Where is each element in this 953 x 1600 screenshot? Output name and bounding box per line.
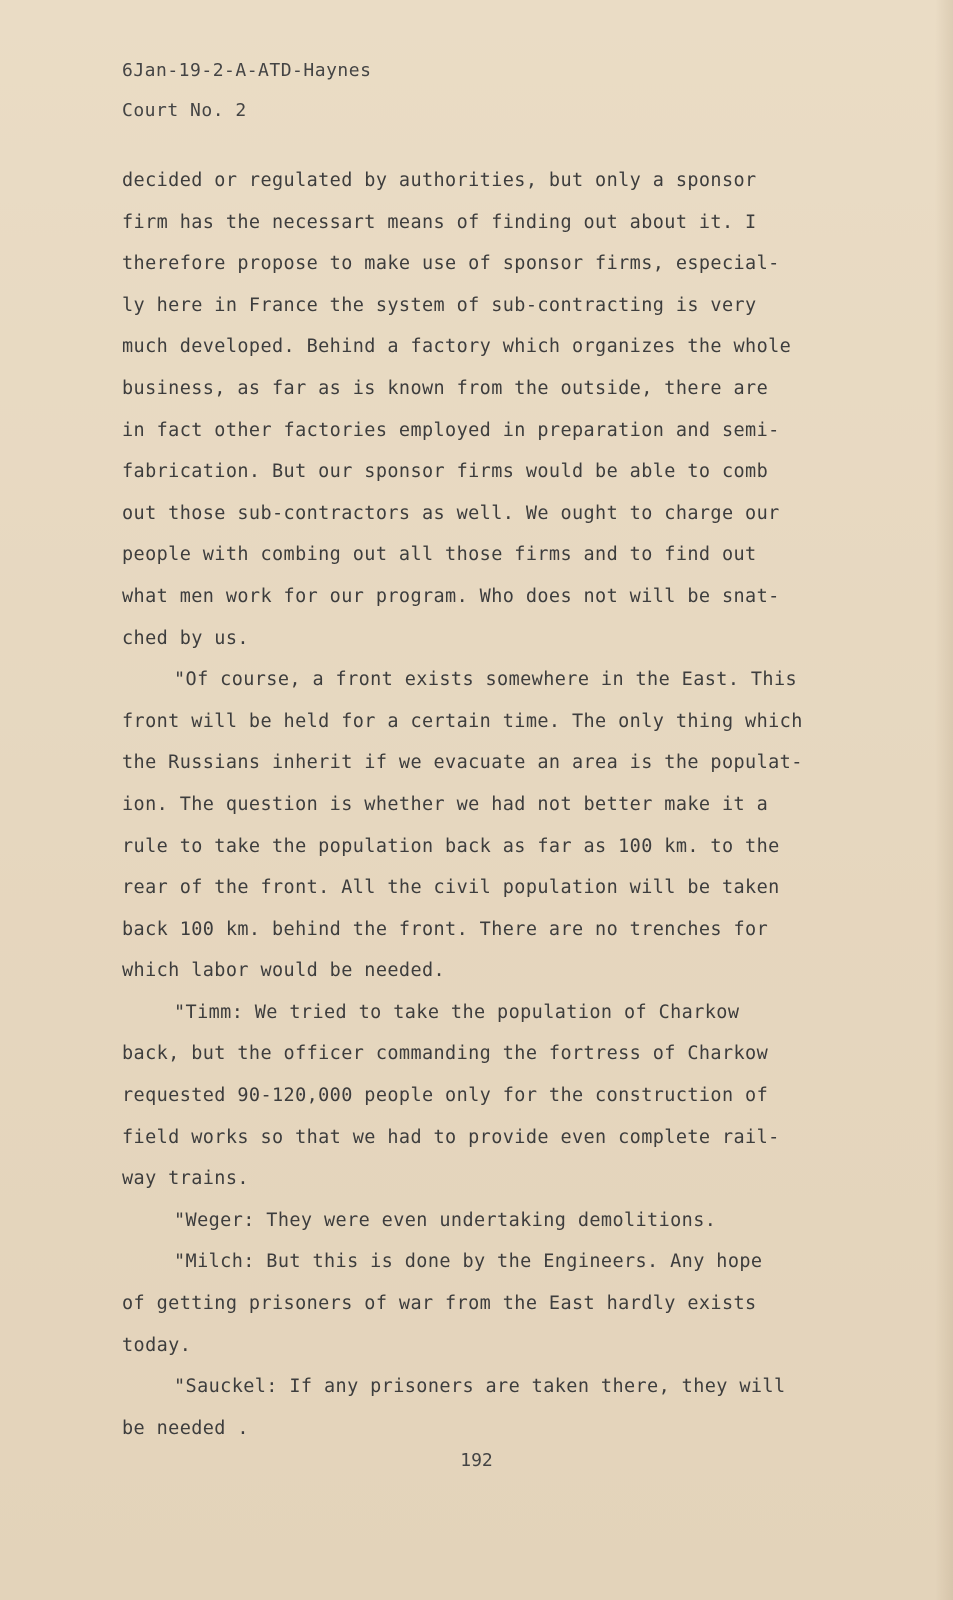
text-line: therefore propose to make use of sponsor firms, especial- xyxy=(122,253,780,275)
text-line: the Russians inherit if we evacuate an area is the populat- xyxy=(122,752,803,774)
page-number: 192 xyxy=(460,1450,493,1471)
text-line: front will be held for a certain time. The only thing which xyxy=(122,710,803,732)
text-line: back, but the officer commanding the fortress of Charkow xyxy=(122,1043,769,1065)
text-line: much developed. Behind a factory which organizes the whole xyxy=(122,336,792,358)
text-line: requested 90-120,000 people only for the construction of xyxy=(122,1085,769,1107)
text-line: firm has the necessart means of finding out about it. I xyxy=(122,211,757,233)
court-number: Court No. 2 xyxy=(122,100,247,121)
text-line: people with combing out all those firms and to find out xyxy=(122,544,757,566)
text-line: which labor would be needed. xyxy=(122,960,446,982)
text-line: back 100 km. behind the front. There are no trenches for xyxy=(122,918,769,940)
text-line: what men work for our program. Who does not will be snat- xyxy=(122,585,780,607)
text-line: ly here in France the system of sub-contracting is very xyxy=(122,294,757,316)
transcript-body xyxy=(122,160,857,1449)
text-line: rear of the front. All the civil population will be taken xyxy=(122,877,780,899)
text-line: of getting prisoners of war from the East hardly exists xyxy=(122,1293,757,1315)
text-line: business, as far as is known from the outside, there are xyxy=(122,377,769,399)
text-line: "Weger: They were even undertaking demolitions. xyxy=(174,1209,717,1231)
text-line: "Sauckel: If any prisoners are taken there, they will xyxy=(174,1376,786,1398)
case-reference: 6Jan-19-2-A-ATD-Haynes xyxy=(122,60,372,81)
text-line: "Milch: But this is done by the Engineers. Any hope xyxy=(174,1251,763,1273)
text-line: field works so that we had to provide even complete rail- xyxy=(122,1126,780,1148)
page-edge-shadow xyxy=(935,0,953,1600)
text-line: way trains. xyxy=(122,1168,249,1190)
text-line: ion. The question is whether we had not better make it a xyxy=(122,793,769,815)
text-line: "Timm: We tried to take the population of Charkow xyxy=(174,1001,740,1023)
text-line: decided or regulated by authorities, but only a sponsor xyxy=(122,170,757,191)
text-line: ched by us. xyxy=(122,627,249,649)
text-line: rule to take the population back as far as 100 km. to the xyxy=(122,835,780,857)
text-line: "Of course, a front exists somewhere in the East. This xyxy=(174,669,798,691)
text-line: be needed . xyxy=(122,1417,249,1439)
text-line: fabrication. But our sponsor firms would be able to comb xyxy=(122,461,769,483)
text-line: out those sub-contractors as well. We ought to charge our xyxy=(122,502,780,524)
text-line: in fact other factories employed in preparation and semi- xyxy=(122,419,780,441)
text-line: today. xyxy=(122,1334,192,1356)
